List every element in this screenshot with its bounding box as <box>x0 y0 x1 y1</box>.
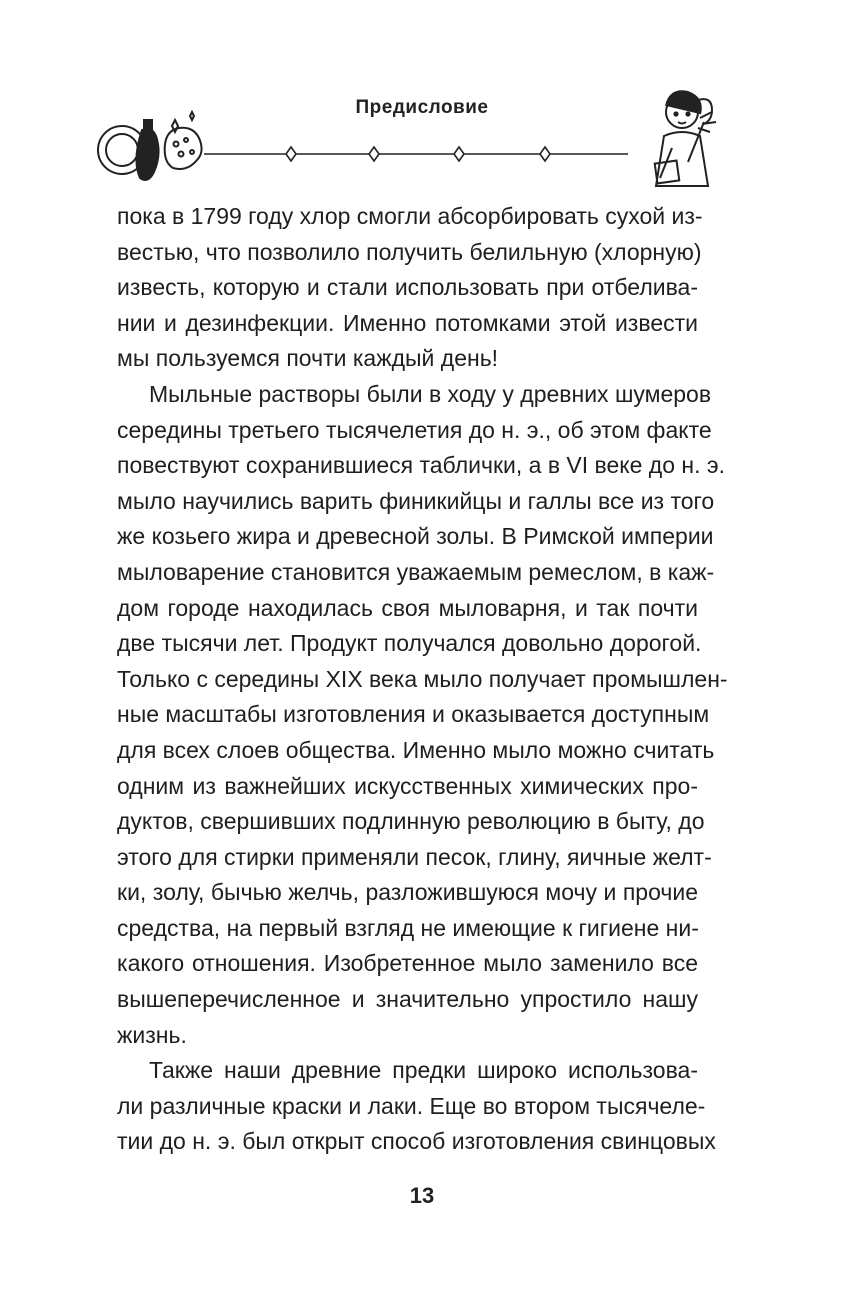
text-line: мы пользуемся почти каждый день! <box>117 345 499 372</box>
text-line: ли различные краски и лаки. Еще во втором тысячеле- <box>117 1092 706 1119</box>
text-line: Также наши древние предки широко использова- <box>149 1057 698 1084</box>
text-line: середины третьего тысячелетия до н. э., об этом факте <box>117 416 712 443</box>
text-line: нии и дезинфекции. Именно потомками этой извести <box>117 309 698 336</box>
text-line: повествуют сохранившиеся таблички, а в VI веке до н. э. <box>117 452 726 479</box>
text-line: этого для стирки применяли песок, глину, яичные желт- <box>117 843 712 870</box>
text-line: мыло научились варить финикийцы и галлы все из того <box>117 487 715 514</box>
text-line: для всех слоев общества. Именно мыло можно считать <box>117 736 715 763</box>
text-line: пока в 1799 году хлор смогли абсорбировать сухой из- <box>117 203 703 229</box>
text-line: дуктов, свершивших подлинную революцию в быту, до <box>117 808 705 835</box>
text-line: же козьего жира и древесной золы. В Римской империи <box>117 523 714 550</box>
text-line: Только с середины XIX века мыло получает промышлен- <box>117 665 728 692</box>
text-line: средства, на первый взгляд не имеющие к гигиене ни- <box>117 914 699 941</box>
text-line: вестью, что позволило получить белильную (хлорную) <box>117 238 702 265</box>
text-line: две тысячи лет. Продукт получался довольно дорогой. <box>117 630 702 657</box>
running-header-title: Предисловие <box>355 97 489 118</box>
text-line: вышеперечисленное и значительно упростило нашу <box>117 986 698 1013</box>
text-line: Мыльные растворы были в ходу у древних шумеров <box>149 380 712 407</box>
text-line: известь, которую и стали использовать при отбелива- <box>117 274 698 301</box>
girl-with-broom-icon <box>655 91 716 186</box>
text-line: ные масштабы изготовления и оказывается доступным <box>117 701 710 728</box>
page-number: 13 <box>409 1183 435 1208</box>
body-text <box>117 199 728 1160</box>
header-ornament <box>0 82 844 200</box>
text-line: мыловарение становится уважаемым ремеслом, в каж- <box>117 558 715 585</box>
text-line: жизнь. <box>117 1021 187 1048</box>
text-line: какого отношения. Изобретенное мыло заменило все <box>117 950 698 977</box>
cleaning-items-icon <box>98 112 202 180</box>
text-line: дом городе находилась своя мыловарня, и так почти <box>117 594 698 621</box>
text-line: тии до н. э. был открыт способ изготовления свинцовых <box>117 1128 716 1155</box>
text-line: ки, золу, бычью желчь, разложившуюся мочу и прочие <box>117 879 698 906</box>
text-line: одним из важнейших искусственных химических про- <box>117 772 698 799</box>
